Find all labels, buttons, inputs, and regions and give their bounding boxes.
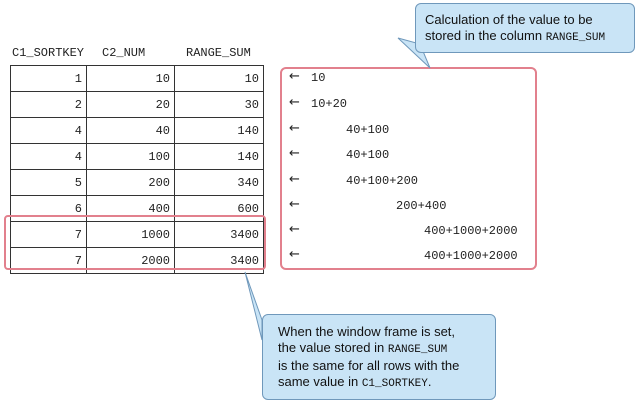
left-arrow-icon: ← bbox=[289, 146, 300, 161]
c3-cell: 30 bbox=[175, 92, 264, 118]
c1-cell: 4 bbox=[11, 118, 87, 144]
c3-cell: 140 bbox=[175, 118, 264, 144]
c2-cell: 2000 bbox=[87, 248, 175, 274]
c3-cell: 340 bbox=[175, 170, 264, 196]
callout-text: stored in the column bbox=[425, 28, 546, 43]
c1-cell: 5 bbox=[11, 170, 87, 196]
calc-expression: 200+400 bbox=[396, 199, 447, 213]
c1-cell: 1 bbox=[11, 66, 87, 92]
c3-cell: 3400 bbox=[175, 222, 264, 248]
calculation-callout bbox=[415, 3, 635, 53]
callout-line bbox=[278, 374, 495, 392]
header-c1-sortkey: C1_SORTKEY bbox=[12, 46, 85, 60]
calc-expression: 40+100 bbox=[346, 148, 390, 162]
left-arrow-icon: ← bbox=[289, 69, 300, 84]
callout-code: C1_SORTKEY bbox=[361, 378, 428, 390]
c2-cell: 1000 bbox=[87, 222, 175, 248]
c1-cell: 7 bbox=[11, 222, 87, 248]
left-arrow-icon: ← bbox=[289, 197, 300, 212]
left-arrow-icon: ← bbox=[289, 222, 300, 237]
callout-line bbox=[278, 340, 495, 358]
c1-cell: 4 bbox=[11, 144, 87, 170]
left-arrow-icon: ← bbox=[289, 247, 300, 262]
callout-line: Calculation of the value to be bbox=[425, 12, 593, 27]
c3-cell: 140 bbox=[175, 144, 264, 170]
c2-cell: 400 bbox=[87, 196, 175, 222]
c3-cell: 10 bbox=[175, 66, 264, 92]
callout-text: same value in bbox=[278, 374, 362, 389]
callout-code: RANGE_SUM bbox=[387, 344, 448, 356]
c2-cell: 200 bbox=[87, 170, 175, 196]
c3-cell: 3400 bbox=[175, 248, 264, 274]
calc-expression: 10+20 bbox=[311, 97, 348, 111]
c2-cell: 100 bbox=[87, 144, 175, 170]
callout-line bbox=[425, 28, 634, 46]
calc-expression: 10 bbox=[311, 71, 326, 85]
callout-text: . bbox=[427, 374, 432, 389]
c2-cell: 10 bbox=[87, 66, 175, 92]
callout-line: When the window frame is set, bbox=[278, 324, 456, 339]
c2-cell: 40 bbox=[87, 118, 175, 144]
left-arrow-icon: ← bbox=[289, 121, 300, 136]
callout-line: is the same for all rows with the bbox=[278, 358, 460, 373]
c1-cell: 6 bbox=[11, 196, 87, 222]
c3-cell: 600 bbox=[175, 196, 264, 222]
header-range-sum: RANGE_SUM bbox=[186, 46, 251, 60]
bottom-callout-tail bbox=[245, 272, 262, 340]
calc-expression: 40+100 bbox=[346, 123, 390, 137]
callout-code: RANGE_SUM bbox=[545, 32, 606, 44]
calc-expression: 40+100+200 bbox=[346, 174, 419, 188]
window-frame-callout bbox=[262, 314, 496, 400]
c1-cell: 2 bbox=[11, 92, 87, 118]
c2-cell: 20 bbox=[87, 92, 175, 118]
header-c2-num: C2_NUM bbox=[102, 46, 146, 60]
calc-expression: 400+1000+2000 bbox=[424, 224, 518, 238]
left-arrow-icon: ← bbox=[289, 172, 300, 187]
c1-cell: 7 bbox=[11, 248, 87, 274]
callout-text: the value stored in bbox=[278, 340, 388, 355]
left-arrow-icon: ← bbox=[289, 95, 300, 110]
calc-expression: 400+1000+2000 bbox=[424, 249, 518, 263]
